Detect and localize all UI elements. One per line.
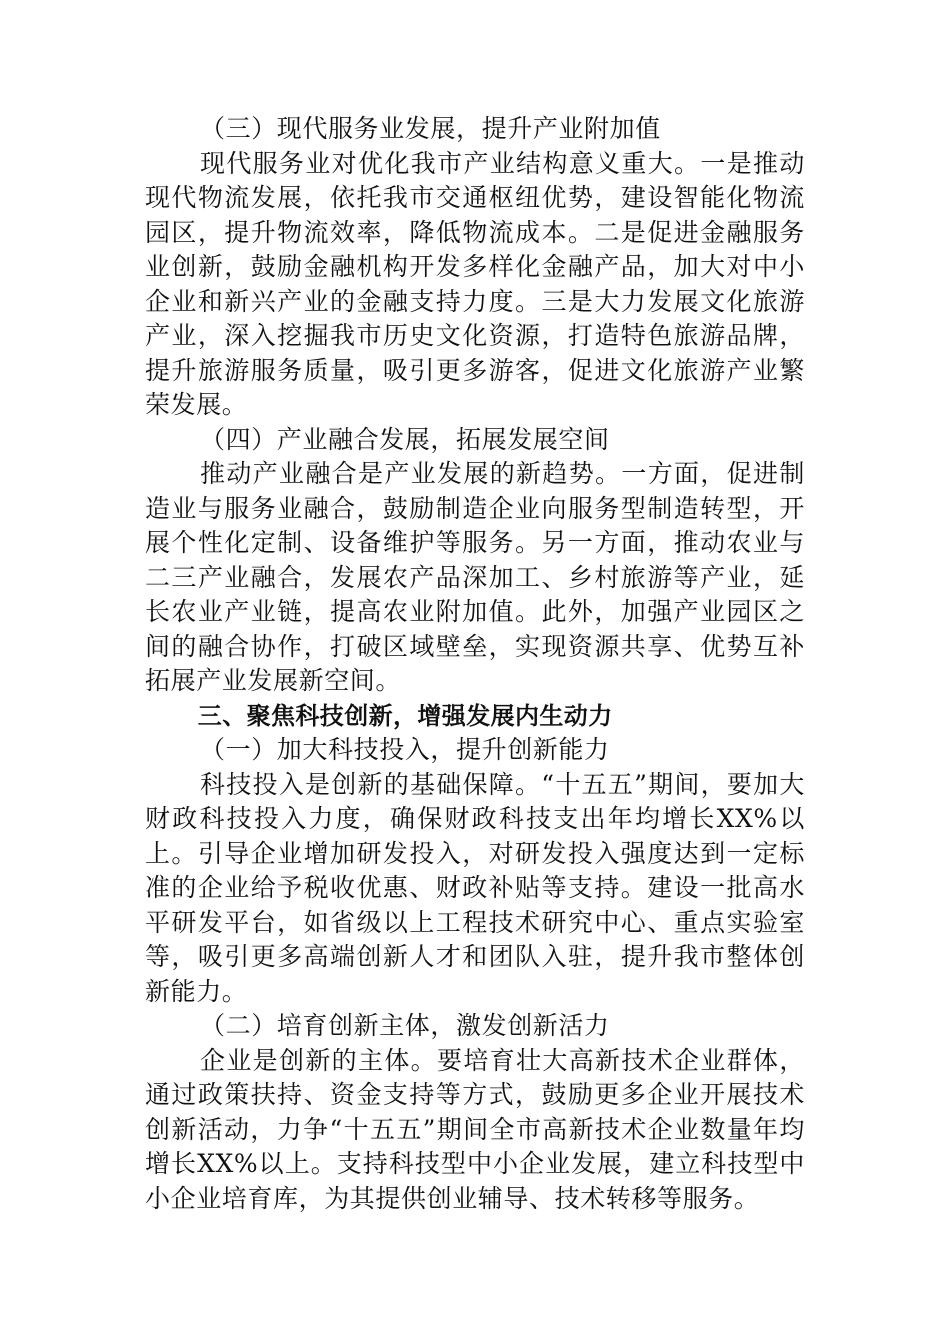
subsection-heading-industry-integration: （四）产业融合发展，拓展发展空间	[200, 424, 610, 454]
subsection-heading-tech-investment: （一）加大科技投入，提升创新能力	[200, 735, 610, 764]
paragraph-industry-integration: 推动产业融合是产业发展的新趋势。一方面，促进制造业与服务业融合，鼓励制造企业向服务型制造转型，开展个性化定制、设备维护等服务。另一方面，推动农业与二三产业融合，发展农产品深加工、乡村旅游等产业，延长农业产业链，提高农业附加值。此外，加强产业园区之间的融合协作，打破区域壁垒，实现资源共享、优势互补拓展产业发展新空间。	[145, 459, 805, 695]
section-heading-tech-innovation: 三、聚焦科技创新，增强发展内生动力	[197, 701, 613, 730]
paragraph-innovation-entities: 企业是创新的主体。要培育壮大高新技术企业群体，通过政策扶持、资金支持等方式，鼓励更多企业开展技术创新活动，力争“十五五”期间全市高新技术企业数量年均增长XX%以上。支持科技型中小企业发展，建立科技型中小企业培育库，为其提供创业辅导、技术转移等服务。	[145, 1045, 805, 1213]
paragraph-modern-services: 现代服务业对优化我市产业结构意义重大。一是推动现代物流发展，依托我市交通枢纽优势，建设智能化物流园区，提升物流效率，降低物流成本。二是促进金融服务业创新，鼓励金融机构开发多样化金融产品，加大对中小企业和新兴产业的金融支持力度。三是大力发展文化旅游产业，深入挖掘我市历史文化资源，打造特色旅游品牌，提升旅游服务质量，吸引更多游客，促进文化旅游产业繁荣发展。	[145, 148, 805, 419]
subsection-heading-innovation-entities: （二）培育创新主体，激发创新活力	[200, 1011, 610, 1040]
document-page	[145, 112, 805, 1216]
subsection-heading-modern-services: （三）现代服务业发展，提升产业附加值	[200, 114, 661, 143]
paragraph-tech-investment: 科技投入是创新的基础保障。“十五五”期间，要加大财政科技投入力度，确保财政科技支出年均增长XX%以上。引导企业增加研发投入，对研发投入强度达到一定标准的企业给予税收优惠、财政补贴等支持。建设一批高水平研发平台，如省级以上工程技术研究中心、重点实验室等，吸引更多高端创新人才和团队入驻，提升我市整体创新能力。	[145, 769, 805, 1006]
